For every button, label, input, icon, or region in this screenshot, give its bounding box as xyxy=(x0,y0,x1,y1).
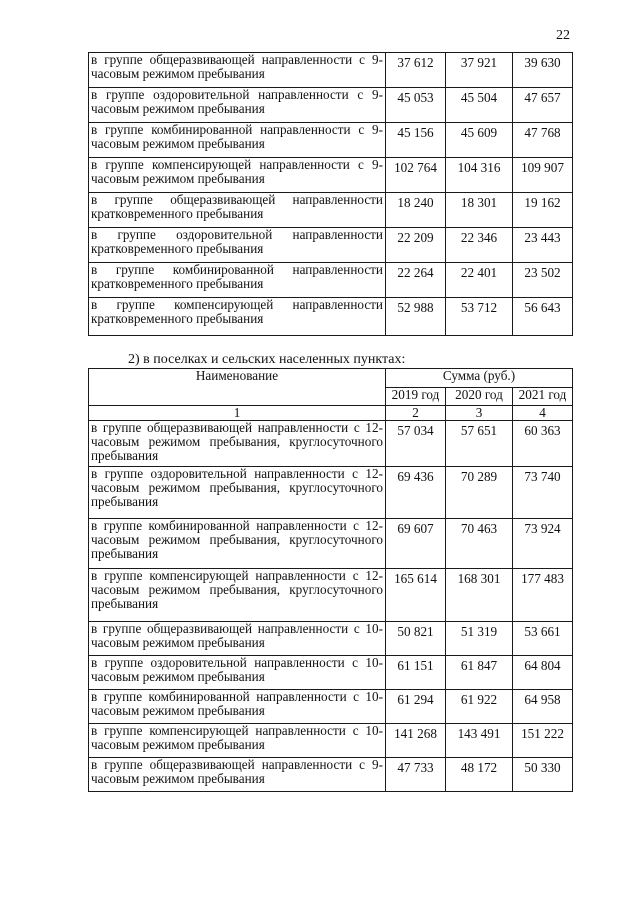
value-2020: 45 609 xyxy=(446,123,513,158)
table-row xyxy=(89,519,573,569)
value-2020: 61 922 xyxy=(446,690,513,724)
row-name: в группе оздоровительной направленности кратковременного пребывания xyxy=(89,228,386,263)
value-2019: 165 614 xyxy=(386,569,446,622)
column-header-sum: Сумма (руб.) xyxy=(386,369,573,388)
value-2020: 45 504 xyxy=(446,88,513,123)
column-number-4: 4 xyxy=(513,406,573,421)
table-row xyxy=(89,656,573,690)
value-2021: 60 363 xyxy=(513,421,573,467)
value-2019: 69 436 xyxy=(386,467,446,519)
value-2021: 47 657 xyxy=(513,88,573,123)
row-name: в группе комбинированной направленности с 9-часовым режимом пребывания xyxy=(89,123,386,158)
value-2019: 37 612 xyxy=(386,53,446,88)
table-row xyxy=(89,758,573,792)
value-2021: 47 768 xyxy=(513,123,573,158)
value-2021: 39 630 xyxy=(513,53,573,88)
column-header-name: Наименование xyxy=(89,369,386,406)
row-name: в группе компенсирующей направленности с 12-часовым режимом пребывания, круглосуточного пребывания xyxy=(89,569,386,622)
cost-table-urban-continued xyxy=(88,52,573,336)
value-2020: 18 301 xyxy=(446,193,513,228)
value-2019: 45 156 xyxy=(386,123,446,158)
value-2019: 22 264 xyxy=(386,263,446,298)
row-name: в группе комбинированной направленности кратковременного пребывания xyxy=(89,263,386,298)
column-number-3: 3 xyxy=(446,406,513,421)
column-header-2021: 2021 год xyxy=(513,387,573,406)
value-2019: 52 988 xyxy=(386,298,446,336)
value-2020: 37 921 xyxy=(446,53,513,88)
value-2019: 45 053 xyxy=(386,88,446,123)
value-2021: 64 958 xyxy=(513,690,573,724)
value-2020: 104 316 xyxy=(446,158,513,193)
value-2019: 141 268 xyxy=(386,724,446,758)
value-2020: 53 712 xyxy=(446,298,513,336)
row-name: в группе общеразвивающей направленности с 12-часовым режимом пребывания, круглосуточного пребывания xyxy=(89,421,386,467)
value-2019: 102 764 xyxy=(386,158,446,193)
header-row xyxy=(89,369,573,388)
row-name: в группе оздоровительной направленности с 10-часовым режимом пребывания xyxy=(89,656,386,690)
value-2020: 51 319 xyxy=(446,622,513,656)
table-row xyxy=(89,88,573,123)
table-row xyxy=(89,421,573,467)
value-2021: 56 643 xyxy=(513,298,573,336)
value-2020: 22 401 xyxy=(446,263,513,298)
row-name: в группе общеразвивающей направленности с 10-часовым режимом пребывания xyxy=(89,622,386,656)
value-2020: 57 651 xyxy=(446,421,513,467)
value-2021: 64 804 xyxy=(513,656,573,690)
table-row xyxy=(89,193,573,228)
table-row xyxy=(89,622,573,656)
value-2020: 168 301 xyxy=(446,569,513,622)
value-2019: 69 607 xyxy=(386,519,446,569)
value-2019: 22 209 xyxy=(386,228,446,263)
row-name: в группе компенсирующей направленности с 10-часовым режимом пребывания xyxy=(89,724,386,758)
value-2021: 73 740 xyxy=(513,467,573,519)
value-2021: 23 502 xyxy=(513,263,573,298)
value-2019: 61 151 xyxy=(386,656,446,690)
table-row xyxy=(89,724,573,758)
value-2020: 61 847 xyxy=(446,656,513,690)
row-name: в группе комбинированной направленности с 12-часовым режимом пребывания, круглосуточного пребывания xyxy=(89,519,386,569)
value-2019: 61 294 xyxy=(386,690,446,724)
value-2021: 19 162 xyxy=(513,193,573,228)
row-name: в группе общеразвивающей направленности с 9-часовым режимом пребывания xyxy=(89,758,386,792)
table-row xyxy=(89,690,573,724)
table-row xyxy=(89,467,573,519)
table-row xyxy=(89,298,573,336)
row-name: в группе компенсирующей направленности кратковременного пребывания xyxy=(89,298,386,336)
value-2021: 109 907 xyxy=(513,158,573,193)
table-row xyxy=(89,569,573,622)
value-2021: 23 443 xyxy=(513,228,573,263)
value-2019: 47 733 xyxy=(386,758,446,792)
section-heading: 2) в поселках и сельских населенных пунктах: xyxy=(128,352,406,367)
value-2020: 143 491 xyxy=(446,724,513,758)
value-2021: 53 661 xyxy=(513,622,573,656)
row-name: в группе компенсирующей направленности с 9-часовым режимом пребывания xyxy=(89,158,386,193)
column-header-2019: 2019 год xyxy=(386,387,446,406)
value-2020: 70 289 xyxy=(446,467,513,519)
table-row xyxy=(89,53,573,88)
row-name: в группе общеразвивающей направленности кратковременного пребывания xyxy=(89,193,386,228)
value-2020: 48 172 xyxy=(446,758,513,792)
value-2021: 177 483 xyxy=(513,569,573,622)
cost-table-rural xyxy=(88,368,573,792)
column-number-2: 2 xyxy=(386,406,446,421)
value-2020: 22 346 xyxy=(446,228,513,263)
page-number: 22 xyxy=(556,28,570,43)
value-2019: 18 240 xyxy=(386,193,446,228)
column-header-2020: 2020 год xyxy=(446,387,513,406)
table-row xyxy=(89,263,573,298)
value-2019: 57 034 xyxy=(386,421,446,467)
column-number-row xyxy=(89,406,573,421)
row-name: в группе общеразвивающей направленности с 9-часовым режимом пребывания xyxy=(89,53,386,88)
value-2019: 50 821 xyxy=(386,622,446,656)
value-2021: 73 924 xyxy=(513,519,573,569)
row-name: в группе оздоровительной направленности с 12-часовым режимом пребывания, круглосуточного пребывания xyxy=(89,467,386,519)
column-number-1: 1 xyxy=(89,406,386,421)
row-name: в группе комбинированной направленности с 10-часовым режимом пребывания xyxy=(89,690,386,724)
table-row xyxy=(89,158,573,193)
table-row xyxy=(89,228,573,263)
value-2021: 50 330 xyxy=(513,758,573,792)
value-2021: 151 222 xyxy=(513,724,573,758)
table-row xyxy=(89,123,573,158)
value-2020: 70 463 xyxy=(446,519,513,569)
row-name: в группе оздоровительной направленности с 9-часовым режимом пребывания xyxy=(89,88,386,123)
